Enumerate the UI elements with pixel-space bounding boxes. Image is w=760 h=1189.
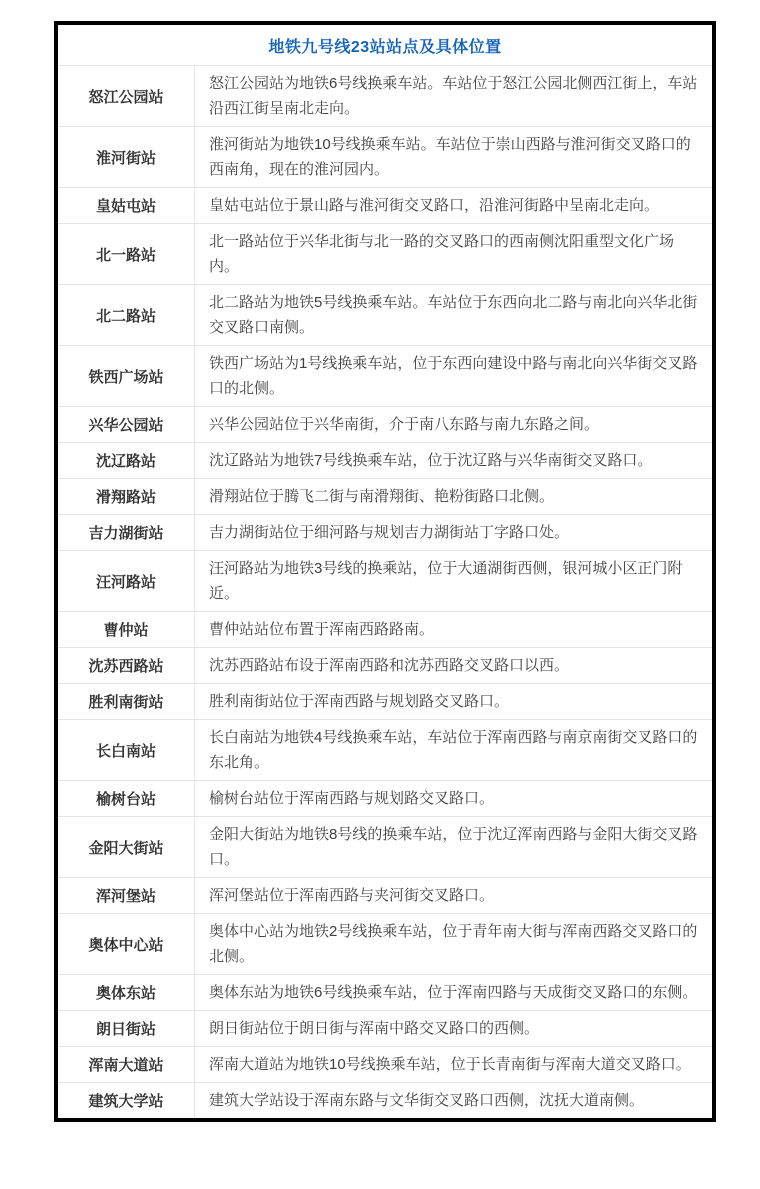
- table-title: 地铁九号线23站站点及具体位置: [268, 39, 502, 56]
- station-name-cell: 沈苏西路站: [58, 648, 195, 683]
- station-name-cell: 沈辽路站: [58, 443, 195, 478]
- station-description-cell: 胜利南街站位于浑南西路与规划路交叉路口。: [209, 693, 510, 710]
- table-row: [58, 66, 712, 127]
- table-row: [58, 648, 712, 684]
- station-description-cell: 兴华公园站位于兴华南街，介于南八东路与南九东路之间。: [209, 416, 600, 433]
- station-description-cell: 皇姑屯站位于景山路与淮河街交叉路口，沿淮河街路中呈南北走向。: [209, 197, 660, 214]
- station-description-cell: 沈苏西路站布设于浑南西路和沈苏西路交叉路口以西。: [209, 657, 570, 674]
- table-row: [58, 479, 712, 515]
- station-name-cell: 奥体中心站: [58, 914, 195, 974]
- station-description-cell: 奥体中心站为地铁2号线换乘车站，位于青年南大街与浑南西路交叉路口的北侧。: [209, 923, 698, 965]
- station-name-cell: 奥体东站: [58, 975, 195, 1010]
- station-description-cell: 曹仲站站位布置于浑南西路路南。: [209, 621, 435, 638]
- station-name-cell: 浑南大道站: [58, 1047, 195, 1082]
- station-description-cell: 怒江公园站为地铁6号线换乘车站。车站位于怒江公园北侧西江街上，车站沿西江街呈南北走向。: [209, 75, 698, 117]
- station-description-cell: 金阳大街站为地铁8号线的换乘车站，位于沈辽浑南西路与金阳大街交叉路口。: [209, 826, 698, 868]
- station-name-cell: 榆树台站: [58, 781, 195, 816]
- station-description-cell: 淮河街站为地铁10号线换乘车站。车站位于崇山西路与淮河街交叉路口的西南角，现在的淮河园内。: [209, 136, 691, 178]
- table-row: [58, 1083, 712, 1118]
- table-row: [58, 346, 712, 407]
- station-description-cell: 长白南站为地铁4号线换乘车站，车站位于浑南西路与南京南街交叉路口的东北角。: [209, 729, 698, 771]
- station-name-cell: 浑河堡站: [58, 878, 195, 913]
- table-row: [58, 407, 712, 443]
- table-row: [58, 1047, 712, 1083]
- table-body: [58, 66, 712, 1118]
- station-description-cell: 奥体东站为地铁6号线换乘车站，位于浑南四路与天成街交叉路口的东侧。: [209, 984, 698, 1001]
- table-row: [58, 285, 712, 346]
- station-description-cell: 北一路站位于兴华北街与北一路的交叉路口的西南侧沈阳重型文化广场内。: [209, 233, 675, 275]
- table-row: [58, 515, 712, 551]
- station-name-cell: 怒江公园站: [58, 66, 195, 126]
- table-row: [58, 551, 712, 612]
- station-name-cell: 淮河街站: [58, 127, 195, 187]
- station-name-cell: 建筑大学站: [58, 1083, 195, 1118]
- station-name-cell: 滑翔路站: [58, 479, 195, 514]
- table-row: [58, 188, 712, 224]
- table-row: [58, 878, 712, 914]
- station-description-cell: 滑翔站位于腾飞二街与南滑翔街、艳粉街路口北侧。: [209, 488, 555, 505]
- table-title-row: [58, 25, 712, 66]
- station-description-cell: 沈辽路站为地铁7号线换乘车站，位于沈辽路与兴华南街交叉路口。: [209, 452, 653, 469]
- station-description-cell: 浑河堡站位于浑南西路与夹河街交叉路口。: [209, 887, 495, 904]
- station-description-cell: 北二路站为地铁5号线换乘车站。车站位于东西向北二路与南北向兴华北街交叉路口南侧。: [209, 294, 698, 336]
- station-name-cell: 金阳大街站: [58, 817, 195, 877]
- station-name-cell: 朗日街站: [58, 1011, 195, 1046]
- station-description-cell: 榆树台站位于浑南西路与规划路交叉路口。: [209, 790, 495, 807]
- station-description-cell: 建筑大学站设于浑南东路与文华街交叉路口西侧，沈抚大道南侧。: [209, 1092, 645, 1109]
- table-row: [58, 1011, 712, 1047]
- station-name-cell: 长白南站: [58, 720, 195, 780]
- station-name-cell: 皇姑屯站: [58, 188, 195, 223]
- stations-table: [54, 21, 716, 1122]
- station-description-cell: 朗日街站位于朗日街与浑南中路交叉路口的西侧。: [209, 1020, 540, 1037]
- table-row: [58, 127, 712, 188]
- station-name-cell: 北二路站: [58, 285, 195, 345]
- station-name-cell: 曹仲站: [58, 612, 195, 647]
- station-name-cell: 吉力湖街站: [58, 515, 195, 550]
- table-row: [58, 684, 712, 720]
- table-row: [58, 781, 712, 817]
- table-row: [58, 975, 712, 1011]
- station-description-cell: 铁西广场站为1号线换乘车站，位于东西向建设中路与南北向兴华街交叉路口的北侧。: [209, 355, 698, 397]
- station-name-cell: 汪河路站: [58, 551, 195, 611]
- station-name-cell: 胜利南街站: [58, 684, 195, 719]
- station-name-cell: 铁西广场站: [58, 346, 195, 406]
- station-description-cell: 浑南大道站为地铁10号线换乘车站，位于长青南街与浑南大道交叉路口。: [209, 1056, 691, 1073]
- table-row: [58, 817, 712, 878]
- table-row: [58, 612, 712, 648]
- table-row: [58, 224, 712, 285]
- table-row: [58, 914, 712, 975]
- station-name-cell: 北一路站: [58, 224, 195, 284]
- table-row: [58, 720, 712, 781]
- station-description-cell: 汪河路站为地铁3号线的换乘站，位于大通湖街西侧，银河城小区正门附近。: [209, 560, 683, 602]
- table-row: [58, 443, 712, 479]
- station-description-cell: 吉力湖街站位于细河路与规划吉力湖街站丁字路口处。: [209, 524, 570, 541]
- station-name-cell: 兴华公园站: [58, 407, 195, 442]
